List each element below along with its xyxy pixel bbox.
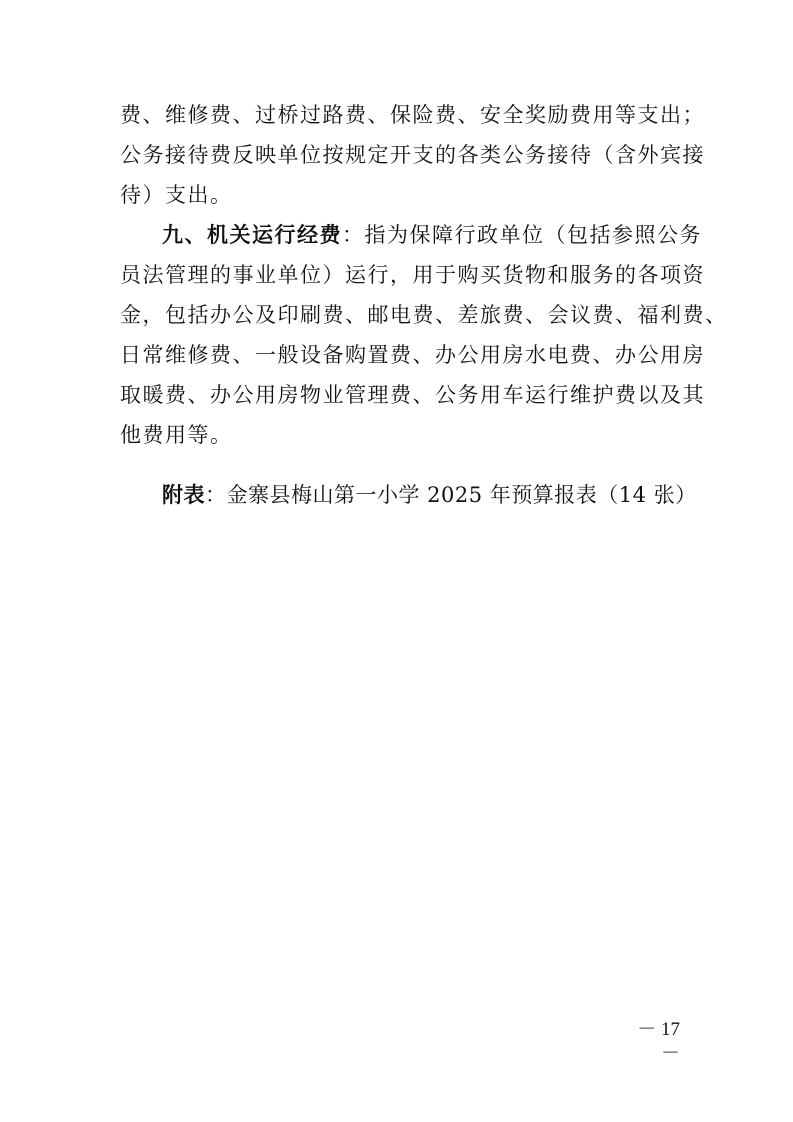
text-line: 他费用等。 xyxy=(120,423,233,447)
text-line: 日常维修费、一般设备购置费、办公用房水电费、办公用房 xyxy=(120,343,705,367)
paragraph-9-first-line xyxy=(162,219,702,251)
text-line: 取暖费、办公用房物业管理费、公务用车运行维护费以及其 xyxy=(120,383,705,407)
text-line: 金，包括办公及印刷费、邮电费、差旅费、会议费、福利费、 xyxy=(120,303,728,327)
text-line: 公务接待费反映单位按规定开支的各类公务接待（含外宾接 xyxy=(120,143,705,167)
text-line: 员法管理的事业单位）运行，用于购买货物和服务的各项资 xyxy=(120,263,705,287)
text-line: 费、维修费、过桥过路费、保险费、安全奖励费用等支出； xyxy=(120,103,705,127)
attachment-text: ：金寨县梅山第一小学 2025 年预算报表（14 张） xyxy=(205,483,697,507)
page-number: － 17 － xyxy=(637,1019,680,1064)
attachment-label: 附表 xyxy=(162,482,205,507)
attachment-line xyxy=(162,479,697,511)
text-line: 待）支出。 xyxy=(120,183,233,207)
section-heading: 九、机关运行经费 xyxy=(162,222,342,247)
section-heading-rest: ：指为保障行政单位（包括参照公务 xyxy=(342,223,702,247)
